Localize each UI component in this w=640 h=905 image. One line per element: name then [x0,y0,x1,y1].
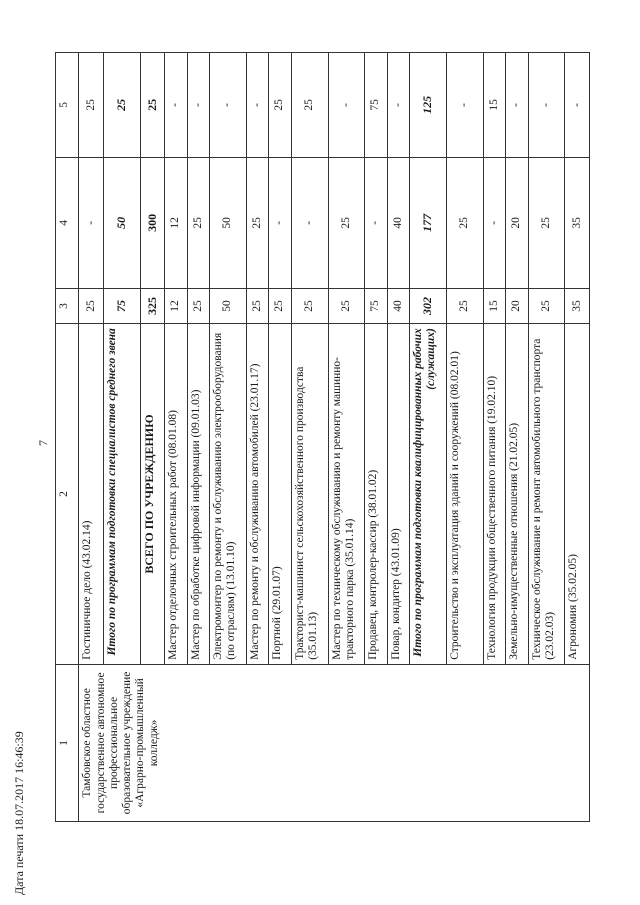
print-date: Дата печати 18.07.2017 16:46:39 [12,731,26,895]
program-name: Строительство и эксплуатация зданий и сооружений (08.02.01) [446,324,483,665]
value-cell: 25 [246,157,268,288]
value-cell: - [528,53,565,158]
program-name: Портной (29.01.07) [269,324,291,665]
value-cell: 25 [446,157,483,288]
value-cell: 75 [365,53,387,158]
column-number: 2 [56,324,79,665]
program-name: Мастер отделочных строительных работ (08.01.08) [165,324,187,665]
value-cell: - [246,53,268,158]
value-cell: 177 [410,157,447,288]
value-cell: 25 [328,288,365,323]
value-cell: 325 [140,288,165,323]
column-number: 3 [56,288,79,323]
value-cell: - [446,53,483,158]
program-name: Мастер по техническому обслуживанию и ремонту машинно-тракторного парка (35.01.14) [328,324,365,665]
table-row [79,53,104,822]
value-cell: 25 [140,53,165,158]
rotated-table-wrapper [55,52,590,822]
value-cell: - [187,53,209,158]
value-cell: 125 [410,53,447,158]
program-name: Земельно-имущественные отношения (21.02.05) [506,324,528,665]
value-cell: 25 [187,288,209,323]
value-cell: - [210,53,247,158]
value-cell: 35 [565,288,590,323]
institution-name: Тамбовское областное государственное автономное профессиональное образовательное учреждение «Аграрно-промышленный колледж» [79,664,590,821]
value-cell: 25 [528,157,565,288]
program-name: Электромонтер по ремонту и обслуживанию электрооборудования (по отраслям) (13.01.10) [210,324,247,665]
value-cell: 12 [165,288,187,323]
program-name: Мастер по обработке цифровой информации (09.01.03) [187,324,209,665]
table-body [56,53,590,822]
value-cell: 25 [79,53,104,158]
value-cell: 35 [565,157,590,288]
value-cell: 25 [187,157,209,288]
value-cell: - [269,157,291,288]
value-cell: 25 [103,53,140,158]
value-cell: 50 [103,157,140,288]
value-cell: - [565,53,590,158]
program-name: Продавец, контролер-кассир (38.01.02) [365,324,387,665]
value-cell: - [506,53,528,158]
program-name: Технология продукции общественного питания (19.02.10) [483,324,505,665]
column-number: 5 [56,53,79,158]
subtotal-label: Итого по программам подготовки квалифицированных рабочих (служащих) [410,324,447,665]
value-cell: 40 [387,288,409,323]
value-cell: 50 [210,157,247,288]
enrollment-table [55,52,590,822]
value-cell: - [328,53,365,158]
value-cell: 20 [506,288,528,323]
program-name: Техническое обслуживание и ремонт автомобильного транспорта (23.02.03) [528,324,565,665]
value-cell: 12 [165,157,187,288]
value-cell: 300 [140,157,165,288]
program-name: Гостиничное дело (43.02.14) [79,324,104,665]
value-cell: 75 [365,288,387,323]
subtotal-label: ВСЕГО ПО УЧРЕЖДЕНИЮ [140,324,165,665]
value-cell: 25 [79,288,104,323]
value-cell: - [291,157,328,288]
program-name: Агрономия (35.02.05) [565,324,590,665]
value-cell: 15 [483,53,505,158]
column-number: 1 [56,664,79,821]
value-cell: 302 [410,288,447,323]
value-cell: 25 [291,53,328,158]
value-cell: 25 [446,288,483,323]
program-name: Тракторист-машинист сельскохозяйственного производства (35.01.13) [291,324,328,665]
value-cell: 40 [387,157,409,288]
value-cell: - [483,157,505,288]
column-number: 4 [56,157,79,288]
value-cell: - [79,157,104,288]
program-name: Повар, кондитер (43.01.09) [387,324,409,665]
program-name: Мастер по ремонту и обслуживанию автомобилей (23.01.17) [246,324,268,665]
value-cell: 15 [483,288,505,323]
column-number-row [56,53,79,822]
value-cell: 75 [103,288,140,323]
value-cell: 25 [328,157,365,288]
value-cell: 25 [291,288,328,323]
value-cell: 25 [246,288,268,323]
value-cell: 25 [269,288,291,323]
value-cell: 25 [269,53,291,158]
value-cell: - [165,53,187,158]
value-cell: - [365,157,387,288]
value-cell: 50 [210,288,247,323]
subtotal-label: Итого по программам подготовки специалистов среднего звена [103,324,140,665]
value-cell: - [387,53,409,158]
page-number: 7 [36,440,50,446]
value-cell: 25 [528,288,565,323]
value-cell: 20 [506,157,528,288]
